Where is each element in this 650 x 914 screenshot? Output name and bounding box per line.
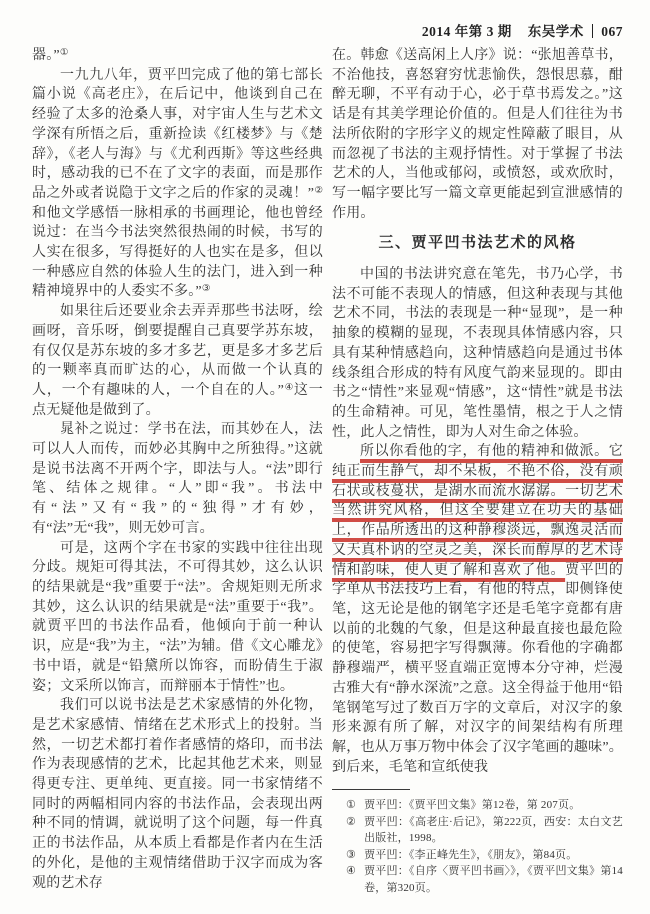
footnote-marker: ① bbox=[346, 799, 357, 812]
paragraph-text: 器。” bbox=[32, 48, 60, 63]
paragraph bbox=[332, 265, 623, 442]
paragraph-text: 和他文学感悟一脉相承的书画理论，他也曾经说过：在当今书法突然很热闹的时候，书写的人实在很多，写得挺好的人也实在是多，但以一种感应自然的体验人生的法门，进入到一种精神境界中的人委实不多。” bbox=[32, 205, 323, 300]
page-header bbox=[422, 20, 623, 40]
paragraph-continuation bbox=[332, 46, 623, 223]
section-heading: 三、贾平凹书法艺术的风格 bbox=[378, 235, 577, 252]
footnote-ref-3: ③ bbox=[201, 284, 211, 295]
paragraph-text: 如果往后还要业余去弄弄那些书法呀，绘画呀，音乐呀，倒要提醒自己真要学苏东坡，有仅仅是苏东坡的多才多艺，更是多才多艺后的一颗率真而旷达的心，从而做一个认真的人，一个有趣味的人，一个自在的人。” bbox=[32, 304, 323, 398]
paragraph bbox=[332, 442, 623, 777]
footnote-item bbox=[332, 847, 623, 864]
right-column bbox=[332, 46, 623, 896]
paragraph bbox=[32, 696, 323, 893]
footnote-text: 贾平凹：《贾平凹文集》第12卷，第 207页。 bbox=[364, 799, 581, 812]
paragraph bbox=[32, 66, 323, 302]
footnotes-section bbox=[332, 789, 623, 896]
paragraph-text: 贾平凹的字单从书法技巧上看，有他的特点，即侧锋使笔，这无论是他的钢笔字还是毛笔字竟都有唐以前的北魏的气象，但是这种最直接也最危险的使笔，容易把字写得飘薄。你看他的字确都静穆端严，横平竖直端正宽博本分守神，烂漫古雅大有“静水深流”之意。这全得益于他用“铅笔钢笔写过了数百万字的文章后，对汉字的象形来源有所了解，对汉字的间架结构有所理解，也从万事万物中体会了汉字笔画的趣味”。到后来，毛笔和宣纸使我 bbox=[332, 562, 623, 775]
left-column bbox=[32, 46, 323, 896]
paragraph-continuation bbox=[32, 46, 323, 66]
paragraph-text: 这一点无疑他是做到了。 bbox=[32, 382, 323, 418]
footnote-ref-4: ④ bbox=[284, 382, 294, 393]
paragraph-text: 在。韩愈《送高闲上人序》说：“张旭善草书，不治他技，喜怒窘穷忧悲愉佚，怨恨思慕，酣醉无聊，不平有动于心，必于草书焉发之。”这话是有其美学理论价值的。但是人们往往为书法所依附的字形字义的规定性障蔽了眼目，从而忽视了书法的主观抒情性。对于掌握了书法艺术的人，当他或郁闷，或愤怒，或欢欣时，写一幅字要比写一篇文章更能起到宣泄感情的作用。 bbox=[332, 48, 623, 221]
footnote-item bbox=[332, 814, 623, 847]
issue-label: 2014 年第 3 期 bbox=[421, 24, 512, 39]
paragraph bbox=[32, 420, 323, 538]
footnote-text: 贾平凹：《李正峰先生》，《朋友》，第84页。 bbox=[364, 848, 578, 861]
footnote-item bbox=[332, 797, 623, 814]
footnote-ref-2: ② bbox=[314, 185, 323, 196]
header-divider bbox=[592, 24, 594, 38]
paragraph-text: 我们可以说书法是艺术家感情的外化物，是艺术家感情、情绪在艺术形式上的投射。当然，一切艺术都打着作者感情的烙印，而书法作为表现感情的艺术，比起其他艺术来，则显得更专注、更单纯、更直接。同一书家情绪不同时的两幅相同内容的书法作品，会表现出两种不同的情调，就说明了这个问题，每一件真正的书法作品，从本质上看都是作者内在生活的外化，是他的主观情绪借助于汉字而成为客观的艺术存 bbox=[32, 698, 323, 891]
footnote-separator bbox=[332, 789, 410, 790]
page-content bbox=[32, 46, 623, 896]
footnote-item bbox=[332, 863, 623, 896]
paragraph bbox=[32, 302, 323, 420]
footnote-marker: ④ bbox=[346, 865, 357, 878]
footnote-text: 贾平凹：《自序〈贾平凹书画〉》，《贾平凹文集》第14卷，第320页。 bbox=[364, 865, 623, 894]
page-number: 067 bbox=[601, 24, 623, 39]
paragraph-text: 一九九八年，贾平凹完成了他的第七部长篇小说《高老庄》，在后记中，他谈到自己在经验了太多的沧桑人事，对宇宙人生与艺术文学深有所悟之后，重新捡读《红楼梦》与《楚辞》，《老人与海》与《尤利西斯》等这些经典时，感动我的已不在了文字的表面，而是那作品之外或者说隐于文字之后的作家的灵魂！” bbox=[32, 67, 323, 201]
paragraph-text: 中国的书法讲究意在笔先，书乃心学，书法不可能不表现人的情感，但这种表现与其他艺术不同，书法的表现是一种“显现”，是一种抽象的模糊的显现，不表现具体情感内容，只具有某种情感趋向，这种情感趋向是通过书体线条组合形成的特有风度气韵来显现的。即由书之“情性”来显观“情感”，这“情性”就是书法的生命精神。可见，笔性墨情，根之于人之情性，此人之情性，即为人对生命之体验。 bbox=[332, 267, 623, 440]
footnote-marker: ② bbox=[346, 815, 357, 828]
footnote-marker: ③ bbox=[346, 848, 357, 861]
paragraph-text: 可是，这两个字在书家的实践中往往出现分歧。规矩可得其法，不可得其妙，这么认识的结果就是“我”重要于“法”。舍规矩则无所求其妙，这么认识的结果就是“法”重要于“我”。就贾平凹的书法作品看，他倾向于前一种认识，应是“我”为主，“法”为辅。借《文心雕龙》书中语，就是“铅黛所以饰容，而盼倩生于淑姿；文采所以饰言，而辩丽本于情性”也。 bbox=[32, 540, 323, 694]
footnote-text: 贾平凹：《高老庄·后记》，第222页，西安：太白文艺出版社，1998。 bbox=[364, 815, 623, 845]
red-underlined-passage: 所以你看他的字，有他的精神和做派。它纯正而生静气，却不呆板，不艳不俗，没有顽石状或枝蔓状，是湖水而流水潺潺。一切艺术当然讲究风格，但这全要建立在功夫的基础上，作品所透出的这种静穆淡远，飘逸灵活而又天真朴讷的空灵之美，深长而醇厚的艺术诗情和韵味，使人更了解和喜欢了他。 bbox=[332, 444, 623, 578]
paragraph-text: 晁补之说过：学书在法，而其妙在人，法可以人人而传，而妙必其胸中之所独得。”这就是说书法离不开两个字，即法与人。“法”即行笔、结体之规律。“人”即“我”。书法中有“法”又有“我”的“独得”才有妙，有“法”无“我”，则无妙可言。 bbox=[32, 422, 323, 536]
paragraph bbox=[32, 539, 323, 697]
footnote-ref-1: ① bbox=[59, 48, 69, 58]
journal-name: 东吴学术 bbox=[527, 24, 584, 39]
